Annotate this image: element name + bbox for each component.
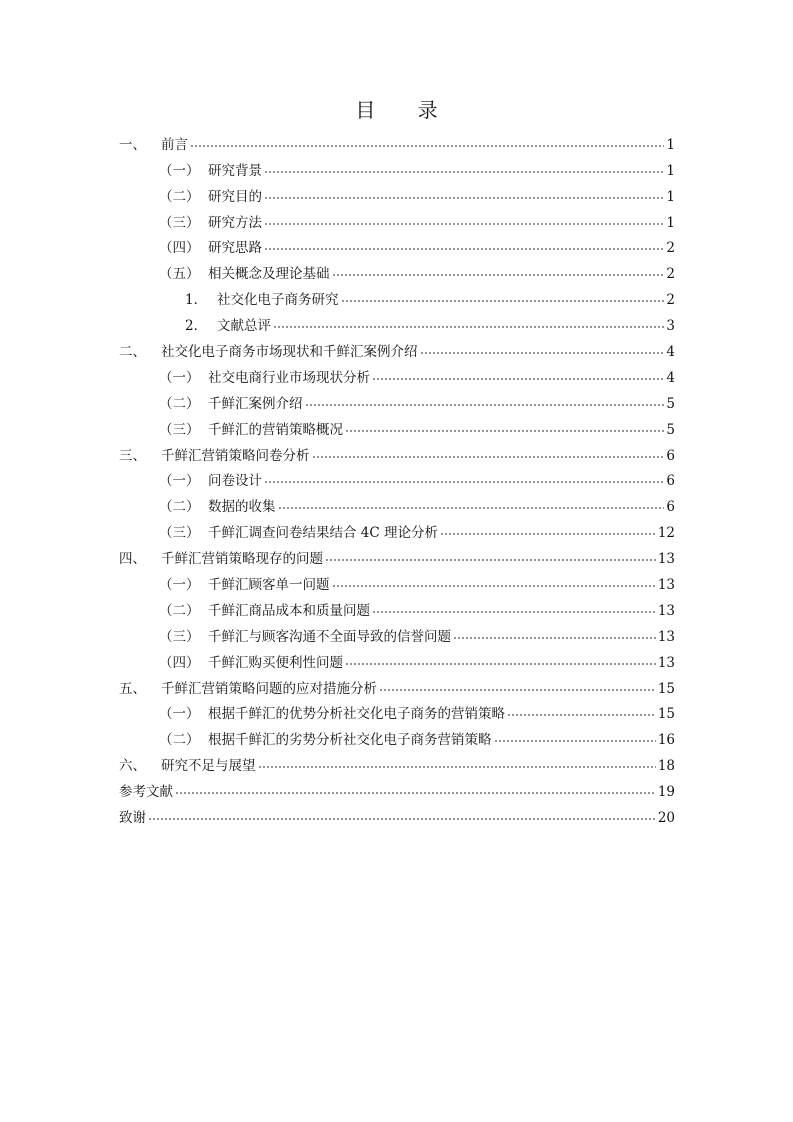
dot-leader <box>332 270 665 280</box>
toc-entry-number: （一） <box>159 473 200 490</box>
toc-entry-label: 千鲜汇案例介绍 <box>208 395 303 412</box>
toc-entry-page: 18 <box>657 758 675 775</box>
toc-entry-page: 15 <box>657 706 675 723</box>
toc-entry[interactable] <box>119 232 675 258</box>
dot-leader <box>372 374 664 384</box>
toc-entry-number: （一） <box>159 706 200 723</box>
toc-entry-number: （三） <box>159 525 200 542</box>
toc-entry[interactable] <box>119 206 675 232</box>
toc-entry-label: 社交化电子商务市场现状和千鲜汇案例介绍 <box>161 344 418 361</box>
toc-entry-label: 研究思路 <box>208 240 262 257</box>
toc-entry[interactable] <box>119 490 675 516</box>
toc-title: 目 录 <box>355 98 456 122</box>
toc-entry[interactable] <box>119 387 675 413</box>
toc-entry-number: （二） <box>159 602 200 619</box>
toc-entry-page: 1 <box>666 188 675 205</box>
toc-entry-page: 1 <box>666 214 675 231</box>
toc-entry-label: 千鲜汇调查问卷结果结合 4C 理论分析 <box>208 525 439 542</box>
toc-entry-page: 16 <box>657 732 675 749</box>
toc-entry-page: 2 <box>666 292 675 309</box>
toc-entry-label: 千鲜汇营销策略现存的问题 <box>161 551 323 568</box>
toc-entry[interactable] <box>119 646 675 672</box>
toc-entry[interactable] <box>119 283 675 309</box>
dot-leader <box>278 503 665 513</box>
toc-entry-number: （二） <box>159 499 200 516</box>
dot-leader <box>258 762 656 772</box>
toc-entry[interactable] <box>119 154 675 180</box>
toc-entry-label: 研究目的 <box>208 188 262 205</box>
toc-entry-label: 千鲜汇与顾客沟通不全面导致的信誉问题 <box>208 628 451 645</box>
dot-leader <box>325 555 656 565</box>
dot-leader <box>148 814 656 824</box>
dot-leader <box>341 296 665 306</box>
toc-entry-number: （二） <box>159 395 200 412</box>
dot-leader <box>420 348 665 358</box>
toc-entry-label: 文献总评 <box>217 318 271 335</box>
dot-leader <box>305 400 665 410</box>
toc-entry-number: （三） <box>159 214 200 231</box>
toc-entry-page: 12 <box>657 525 675 542</box>
toc-entry-number: 四、 <box>119 551 146 568</box>
toc-entry[interactable] <box>119 465 675 491</box>
toc-entry-number: （四） <box>159 240 200 257</box>
toc-list <box>119 128 675 827</box>
dot-leader <box>190 141 664 151</box>
toc-entry[interactable] <box>119 180 675 206</box>
toc-entry-label: 千鲜汇营销策略问卷分析 <box>161 447 310 464</box>
toc-entry-page: 4 <box>666 344 675 361</box>
toc-entry-page: 19 <box>657 784 675 801</box>
dot-leader <box>332 581 656 591</box>
toc-entry[interactable] <box>119 672 675 698</box>
toc-entry-page: 3 <box>666 318 675 335</box>
toc-entry[interactable] <box>119 128 675 154</box>
toc-entry-label: 社交电商行业市场现状分析 <box>208 369 370 386</box>
toc-entry-label: 千鲜汇营销策略问题的应对措施分析 <box>161 680 377 697</box>
toc-entry-label: 千鲜汇的营销策略概况 <box>208 421 343 438</box>
toc-entry-number: （二） <box>159 188 200 205</box>
toc-entry-label: 研究背景 <box>208 162 262 179</box>
toc-entry-number: （三） <box>159 421 200 438</box>
toc-entry-page: 1 <box>666 136 675 153</box>
dot-leader <box>345 659 656 669</box>
toc-entry-label: 社交化电子商务研究 <box>217 292 339 309</box>
toc-entry[interactable] <box>119 749 675 775</box>
toc-entry[interactable] <box>119 361 675 387</box>
toc-entry-label: 数据的收集 <box>208 499 276 516</box>
toc-entry-page: 13 <box>657 628 675 645</box>
toc-entry-label: 致谢 <box>119 810 146 827</box>
dot-leader <box>264 167 664 177</box>
dot-leader <box>264 219 664 229</box>
toc-entry-page: 20 <box>657 810 675 827</box>
dot-leader <box>372 607 656 617</box>
toc-entry[interactable] <box>119 775 675 801</box>
toc-entry-page: 2 <box>666 266 675 283</box>
dot-leader <box>312 452 665 462</box>
toc-entry-number: （二） <box>159 732 200 749</box>
toc-entry[interactable] <box>119 594 675 620</box>
toc-entry-page: 5 <box>666 421 675 438</box>
toc-entry[interactable] <box>119 542 675 568</box>
toc-entry-label: 前言 <box>161 136 188 153</box>
dot-leader <box>264 193 664 203</box>
dot-leader <box>453 633 656 643</box>
toc-entry-label: 研究不足与展望 <box>161 758 256 775</box>
toc-entry-number: 五、 <box>119 680 146 697</box>
toc-entry-label: 千鲜汇顾客单一问题 <box>208 577 330 594</box>
toc-entry-number: 二、 <box>119 344 146 361</box>
toc-entry-label: 根据千鲜汇的优势分析社交化电子商务的营销策略 <box>208 706 505 723</box>
toc-entry-page: 6 <box>666 499 675 516</box>
toc-entry-page: 1 <box>666 162 675 179</box>
toc-entry-number: 三、 <box>119 447 146 464</box>
toc-entry[interactable] <box>119 698 675 724</box>
toc-entry-label: 问卷设计 <box>208 473 262 490</box>
toc-entry-page: 15 <box>657 680 675 697</box>
toc-entry-number: （一） <box>159 162 200 179</box>
toc-entry-number: 2． <box>185 318 208 335</box>
dot-leader <box>440 529 656 539</box>
toc-entry-page: 13 <box>657 654 675 671</box>
toc-entry-label: 相关概念及理论基础 <box>208 266 330 283</box>
toc-entry-label: 根据千鲜汇的劣势分析社交化电子商务营销策略 <box>208 732 492 749</box>
toc-entry-label: 研究方法 <box>208 214 262 231</box>
toc-entry-page: 2 <box>666 240 675 257</box>
toc-entry[interactable] <box>119 439 675 465</box>
dot-leader <box>494 736 656 746</box>
toc-entry-page: 13 <box>657 551 675 568</box>
toc-entry-page: 13 <box>657 577 675 594</box>
toc-entry-label: 千鲜汇购买便利性问题 <box>208 654 343 671</box>
toc-entry[interactable] <box>119 413 675 439</box>
toc-entry-number: （五） <box>159 266 200 283</box>
dot-leader <box>264 477 664 487</box>
toc-entry-label: 参考文献 <box>119 784 173 801</box>
dot-leader <box>273 322 664 332</box>
toc-entry-page: 6 <box>666 473 675 490</box>
toc-entry-number: （四） <box>159 654 200 671</box>
toc-entry-number: （一） <box>159 577 200 594</box>
toc-entry-number: （三） <box>159 628 200 645</box>
toc-entry[interactable] <box>119 620 675 646</box>
dot-leader <box>507 710 656 720</box>
toc-entry-label: 千鲜汇商品成本和质量问题 <box>208 602 370 619</box>
toc-entry[interactable] <box>119 801 675 827</box>
toc-entry-page: 6 <box>666 447 675 464</box>
toc-entry[interactable] <box>119 335 675 361</box>
toc-entry-page: 13 <box>657 602 675 619</box>
toc-entry[interactable] <box>119 257 675 283</box>
toc-entry-number: 六、 <box>119 758 146 775</box>
toc-entry-number: 一、 <box>119 136 146 153</box>
toc-entry-number: （一） <box>159 369 200 386</box>
toc-entry-number: 1． <box>185 292 208 309</box>
dot-leader <box>175 788 656 798</box>
dot-leader <box>264 244 664 254</box>
toc-entry-page: 5 <box>666 395 675 412</box>
toc-entry[interactable] <box>119 568 675 594</box>
toc-entry[interactable] <box>119 723 675 749</box>
dot-leader <box>345 426 664 436</box>
dot-leader <box>379 685 656 695</box>
toc-entry[interactable] <box>119 516 675 542</box>
toc-entry-page: 4 <box>666 369 675 386</box>
toc-entry[interactable] <box>119 309 675 335</box>
